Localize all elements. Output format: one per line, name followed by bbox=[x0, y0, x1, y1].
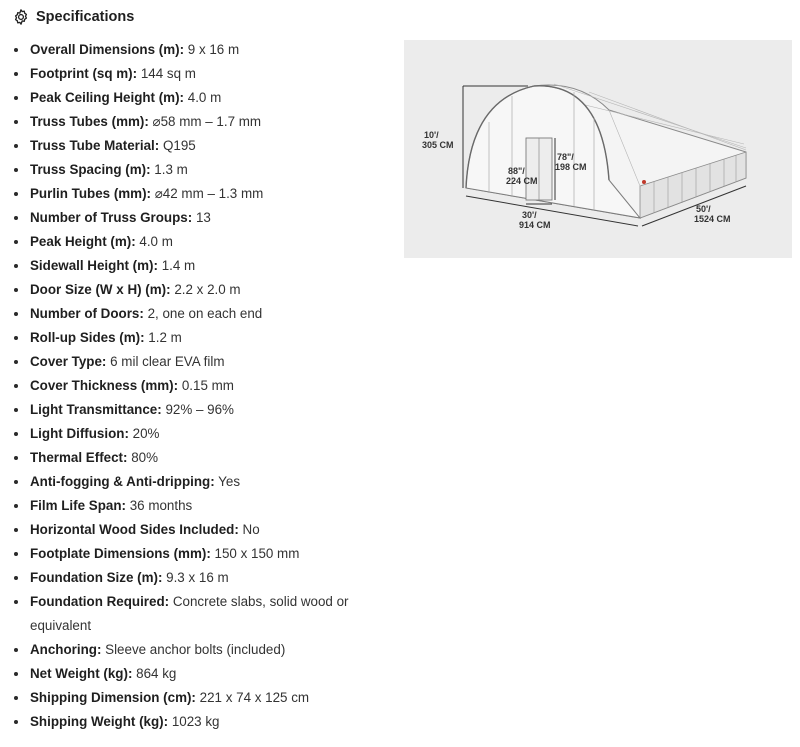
length-label-imperial: 50'/ bbox=[696, 204, 711, 214]
spec-value: 4.0 m bbox=[187, 90, 222, 105]
spec-item bbox=[12, 230, 392, 254]
spec-value: 9 x 16 m bbox=[187, 42, 240, 57]
gear-icon bbox=[12, 8, 30, 26]
spec-item bbox=[12, 518, 392, 542]
spec-value: 221 x 74 x 125 cm bbox=[199, 690, 310, 705]
spec-value: 80% bbox=[131, 450, 159, 465]
spec-value: 2.2 x 2.0 m bbox=[174, 282, 241, 297]
spec-value: 150 x 150 mm bbox=[214, 546, 300, 561]
spec-value: 92% – 96% bbox=[165, 402, 234, 417]
spec-item bbox=[12, 494, 392, 518]
spec-value: 1.2 m bbox=[148, 330, 182, 345]
spec-value: 864 kg bbox=[136, 666, 177, 681]
greenhouse-dimension-diagram bbox=[404, 40, 792, 258]
section-header bbox=[12, 8, 134, 26]
spec-value: Yes bbox=[218, 474, 241, 489]
spec-label: Peak Height (m): bbox=[30, 234, 136, 249]
spec-label: Foundation Size (m): bbox=[30, 570, 163, 585]
spec-item bbox=[12, 110, 392, 134]
spec-label: Light Transmittance: bbox=[30, 402, 162, 417]
spec-label: Cover Type: bbox=[30, 354, 107, 369]
spec-label: Sidewall Height (m): bbox=[30, 258, 158, 273]
greenhouse-illustration bbox=[466, 84, 746, 218]
spec-label: Horizontal Wood Sides Included: bbox=[30, 522, 239, 537]
spec-label: Anchoring: bbox=[30, 642, 102, 657]
spec-value: 1.4 m bbox=[161, 258, 196, 273]
spec-label: Net Weight (kg): bbox=[30, 666, 133, 681]
spec-item bbox=[12, 374, 392, 398]
spec-value: 4.0 m bbox=[139, 234, 173, 249]
door-width-label-imperial: 88"/ bbox=[508, 166, 525, 176]
spec-item bbox=[12, 686, 392, 710]
spec-label: Door Size (W x H) (m): bbox=[30, 282, 171, 297]
spec-value: Q195 bbox=[162, 138, 196, 153]
spec-label: Cover Thickness (mm): bbox=[30, 378, 179, 393]
spec-item bbox=[12, 278, 392, 302]
spec-item bbox=[12, 446, 392, 470]
height-label-metric: 305 CM bbox=[422, 140, 454, 150]
spec-label: Film Life Span: bbox=[30, 498, 126, 513]
spec-value: 2, one on each end bbox=[147, 306, 263, 321]
spec-item bbox=[12, 86, 392, 110]
spec-item bbox=[12, 302, 392, 326]
spec-item bbox=[12, 254, 392, 278]
spec-item bbox=[12, 542, 392, 566]
spec-label: Foundation Required: bbox=[30, 594, 170, 609]
spec-list bbox=[12, 38, 392, 734]
spec-item bbox=[12, 470, 392, 494]
spec-item bbox=[12, 158, 392, 182]
spec-item bbox=[12, 134, 392, 158]
spec-label: Roll-up Sides (m): bbox=[30, 330, 145, 345]
spec-value: Concrete slabs, solid wood or equivalent bbox=[30, 594, 349, 633]
spec-item bbox=[12, 62, 392, 86]
spec-item bbox=[12, 590, 392, 638]
spec-label: Shipping Dimension (cm): bbox=[30, 690, 196, 705]
spec-value: 20% bbox=[132, 426, 160, 441]
spec-label: Peak Ceiling Height (m): bbox=[30, 90, 185, 105]
door-height-label-imperial: 78"/ bbox=[557, 152, 574, 162]
spec-item bbox=[12, 566, 392, 590]
spec-value: 1023 kg bbox=[171, 714, 220, 729]
spec-value: 9.3 x 16 m bbox=[166, 570, 229, 585]
spec-label: Light Diffusion: bbox=[30, 426, 129, 441]
spec-label: Footprint (sq m): bbox=[30, 66, 138, 81]
spec-item bbox=[12, 206, 392, 230]
spec-label: Thermal Effect: bbox=[30, 450, 128, 465]
spec-label: Truss Tube Material: bbox=[30, 138, 160, 153]
spec-item bbox=[12, 422, 392, 446]
spec-item bbox=[12, 710, 392, 734]
spec-item bbox=[12, 638, 392, 662]
width-label-imperial: 30'/ bbox=[522, 210, 537, 220]
height-label-imperial: 10'/ bbox=[424, 130, 439, 140]
spec-item bbox=[12, 326, 392, 350]
spec-label: Purlin Tubes (mm): bbox=[30, 186, 152, 201]
spec-value: No bbox=[242, 522, 260, 537]
spec-item bbox=[12, 350, 392, 374]
spec-item bbox=[12, 182, 392, 206]
spec-value: 1.3 m bbox=[154, 162, 188, 177]
spec-item bbox=[12, 662, 392, 686]
spec-label: Footplate Dimensions (mm): bbox=[30, 546, 211, 561]
spec-label: Overall Dimensions (m): bbox=[30, 42, 185, 57]
spec-label: Anti-fogging & Anti-dripping: bbox=[30, 474, 215, 489]
spec-label: Truss Tubes (mm): bbox=[30, 114, 149, 129]
door-height-label-metric: 198 CM bbox=[555, 162, 587, 172]
spec-item bbox=[12, 398, 392, 422]
spec-label: Truss Spacing (m): bbox=[30, 162, 151, 177]
spec-value: ⌀58 mm – 1.7 mm bbox=[152, 114, 262, 129]
length-label-metric: 1524 CM bbox=[694, 214, 731, 224]
width-label-metric: 914 CM bbox=[519, 220, 551, 230]
spec-label: Number of Truss Groups: bbox=[30, 210, 193, 225]
spec-value: Sleeve anchor bolts (included) bbox=[105, 642, 286, 657]
spec-value: 0.15 mm bbox=[181, 378, 234, 393]
spec-value: 144 sq m bbox=[140, 66, 196, 81]
spec-item bbox=[12, 38, 392, 62]
section-title: Specifications bbox=[36, 9, 135, 25]
spec-label: Number of Doors: bbox=[30, 306, 144, 321]
spec-value: ⌀42 mm – 1.3 mm bbox=[154, 186, 264, 201]
spec-label: Shipping Weight (kg): bbox=[30, 714, 169, 729]
spec-value: 13 bbox=[195, 210, 211, 225]
spec-value: 36 months bbox=[129, 498, 193, 513]
spec-value: 6 mil clear EVA film bbox=[110, 354, 225, 369]
door-width-label-metric: 224 CM bbox=[506, 176, 538, 186]
